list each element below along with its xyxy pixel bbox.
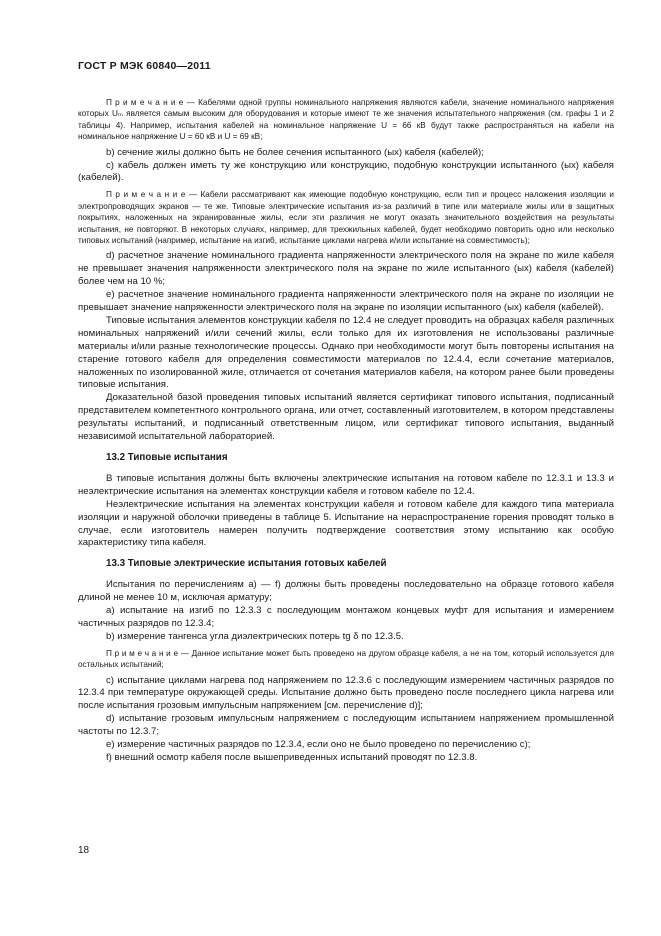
section-heading-13-2: 13.2 Типовые испытания	[106, 451, 228, 463]
body-paragraph: В типовые испытания должны быть включены электрические испытания на готовом кабеле по 12.3.1 и 13.3 и неэлектрические испытания на элементах конструкции кабеля и готовом кабеле по 12.4.	[78, 472, 614, 497]
body-paragraph: Испытания по перечислениям a) — f) должны быть проведены последовательно на образце готового кабеля длиной не менее 10 м, исключая арматуру;	[78, 579, 614, 604]
note-paragraph: П р и м е ч а н и е — Кабелями одной группы номинального напряжения являются кабели, значение номинального напряжения которых Uₘ является самым высоким для оборудования и которые имеют те же значения испытательного напряжения (см. графы 1 и 2 таблицы 4). Например, испытания кабелей на номинальное напряжение U = 66 кВ будут также распространяться на кабели на номинальное напряжение U = 60 кВ и U = 69 кВ;	[78, 98, 614, 142]
document-header: ГОСТ Р МЭК 60840—2011	[78, 60, 211, 72]
document-body	[78, 93, 614, 765]
list-item-d: d) расчетное значение номинального градиента напряженности электрического поля на экране по жиле кабеля не превышает значения напряженности электрического поля на экране по жиле испытанного (ых) кабеля (кабелей) более чем на 10 %;	[78, 250, 614, 288]
body-paragraph: Неэлектрические испытания на элементах конструкции кабеля и готовом кабеле для каждого типа материала изоляции и наружной оболочки приведены в таблице 5. Испытание на нераспространение горения проводят только в случае, если изготовитель намерен получить подтверждение соответствия этому испытанию как особую характеристику типа кабеля.	[78, 498, 614, 549]
page-number: 18	[78, 845, 90, 856]
note-paragraph: П р и м е ч а н и е — Кабели рассматривают как имеющие подобную конструкцию, если тип и процесс наложения изоляции и электропроводящих экранов — те же. Типовые электрические испытания из-за различий в типе или материале жилы или в защитных покрытиях, наложенных на экранированные жилы, если эти различия не могут оказать значительного воздействия на результаты испытания, не повторяют. В некоторых случаях, например, для трехжильных кабелей, будет необходимо повторить одно или несколько типовых испытаний (например, испытание на изгиб, испытание циклами нагрева и/или испытание на совместимость);	[78, 190, 614, 245]
list-item-e: e) расчетное значение номинального градиента напряженности электрического поля на экране по изоляции не превышает значение напряженности электрического поля на экране по изоляции испытанного (ых) кабеля (кабелей).	[78, 289, 614, 313]
list-item-c: c) кабель должен иметь ту же конструкцию или конструкцию, подобную конструкции испытанного (ых) кабеля (кабелей).	[78, 159, 614, 184]
list-item-c: c) испытание циклами нагрева под напряжением по 12.3.6 с последующим измерением частичных разрядов по 12.3.4 при температуре окружающей среды. Испытание должно быть проведено после последнего цикла нагрева или после испытания грозовым импульсным напряжением [см. перечисление d)];	[78, 674, 614, 712]
list-item-f: f) внешний осмотр кабеля после вышеприведенных испытаний проводят по 12.3.8.	[106, 752, 478, 763]
body-paragraph: Доказательной базой проведения типовых испытаний является сертификат типового испытания, подписанный представителем компетентного контрольного органа, или отчет, составленный изготовителем, в котором представлены результаты испытаний, и подписанный ответственным лицом, или сертификат типового испытания, выданный независимой испытательной лабораторией.	[78, 392, 614, 443]
list-item-a: a) испытание на изгиб по 12.3.3 с последующим монтажом концевых муфт для испытания и измерением частичных разрядов по 12.3.4;	[78, 605, 614, 629]
section-heading-13-3: 13.3 Типовые электрические испытания готовых кабелей	[106, 558, 387, 570]
note-paragraph: П р и м е ч а н и е — Данное испытание может быть проведено на другом образце кабеля, а не на том, который используется для остальных испытаний;	[78, 648, 614, 670]
list-item-b: b) сечение жилы должно быть не более сечения испытанного (ых) кабеля (кабелей);	[106, 146, 484, 158]
list-item-d: d) испытание грозовым импульсным напряжением с последующим испытанием напряжением промышленной частоты по 12.3.7;	[78, 713, 614, 738]
body-paragraph: Типовые испытания элементов конструкции кабеля по 12.4 не следует проводить на образцах кабеля различных номинальных напряжений и/или сечений жилы, если только для их изготовления не использованы различные материалы и/или разные технологические процессы. Однако при необходимости могут быть повторены испытания на старение готового кабеля для определения совместимости материалов по 12.4.4, если сочетание материалов, наложенных по изолированной жиле, отличается от сочетания материалов кабеля, на котором ранее были проведены типовые испытания.	[78, 314, 614, 391]
list-item-e: e) измерение частичных разрядов по 12.3.4, если оно не было проведено по перечислению c);	[106, 739, 531, 751]
list-item-b: b) измерение тангенса угла диэлектрических потерь tg δ по 12.3.5.	[106, 630, 404, 642]
